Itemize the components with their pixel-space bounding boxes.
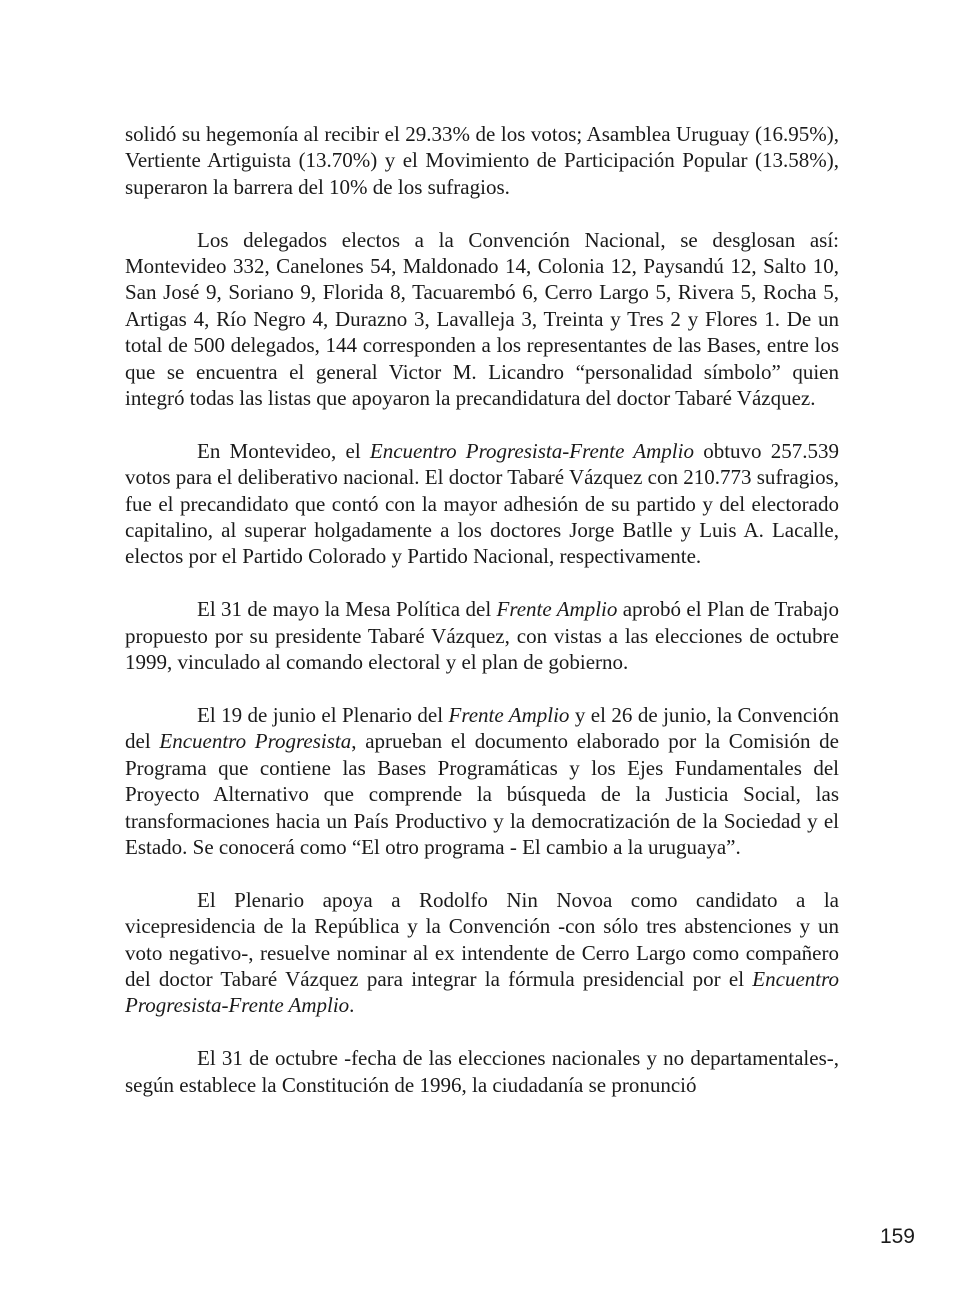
page-body — [125, 121, 839, 1098]
paragraph-1-text: solidó su hegemonía al recibir el 29.33% de los votos; Asamblea Uruguay (16.95%), Vertiente Artiguista (13.70%) y el Movimiento de Participación Popular (13.58%), superaron la barrera del 10% de los sufragios. — [125, 122, 839, 199]
paragraph-5-italic-a: Frente Amplio — [448, 702, 570, 727]
paragraph-5-text-a: El 19 de junio el Plenario del — [197, 702, 449, 727]
paragraph-6-text-a: El Plenario apoya a Rodolfo Nin Novoa como candidato a la vicepresidencia de la República y la Convención -con sólo tres abstenciones y un voto negativo-, resuelve nominar al ex intendente de Cerro Largo como compañero del doctor Tabaré Vázquez para integrar la fórmula presidencial por el — [125, 887, 839, 991]
paragraph-6-italic-a: Encuentro Progresista-Frente Amplio — [125, 966, 839, 1018]
paragraph-4-italic-a: Frente Amplio — [496, 597, 618, 622]
paragraph-3-text-a: En Montevideo, el — [197, 438, 370, 463]
paragraph-4-text-b: aprobó el Plan de Trabajo propuesto por su presidente Tabaré Vázquez, con vistas a las elecciones de octubre 1999, vinculado al comando electoral y el plan de gobierno. — [125, 597, 840, 675]
page-number: 159 — [879, 1225, 915, 1248]
paragraph-3 — [125, 438, 839, 570]
paragraph-5 — [125, 702, 839, 860]
paragraph-5-text-c: , aprueban el documento elaborado por la Comisión de Programa que contiene las Bases Programáticas y los Ejes Fundamentales del Proyecto Alternativo que comprende la búsqueda de la Justicia Social, las transformaciones hacia un País Productivo y la democratización de la Sociedad y el Estado. Se conocerá como “El otro programa - El cambio a la uruguaya”. — [125, 729, 839, 859]
paragraph-4-text-a: El 31 de mayo la Mesa Política del — [197, 597, 497, 622]
paragraph-4 — [125, 596, 839, 675]
paragraph-7 — [125, 1045, 839, 1098]
paragraph-2 — [125, 227, 839, 412]
paragraph-6 — [125, 887, 839, 1019]
paragraph-2-text: Los delegados electos a la Convención Nacional, se desglosan así: Montevideo 332, Canelones 54, Maldonado 14, Colonia 12, Paysandú 12, Salto 10, San José 9, Soriano 9, Florida 8, Tacuarembó 6, Cerro Largo 5, Rivera 5, Rocha 5, Artigas 4, Río Negro 4, Durazno 3, Lavalleja 3, Treinta y Tres 2 y Flores 1. De un total de 500 delegados, 144 corresponden a los representantes de las Bases, entre los que se encuentra el general Victor M. Licandro “personalidad símbolo” quien integró todas las listas que apoyaron la precandidatura del doctor Tabaré Vázquez. — [125, 227, 839, 411]
paragraph-1 — [125, 121, 839, 200]
paragraph-5-text-b: y el 26 de junio, la Convención del — [125, 702, 839, 754]
paragraph-6-text-b: . — [349, 993, 355, 1018]
paragraph-5-italic-b: Encuentro Progresista — [159, 729, 352, 754]
paragraph-3-italic-a: Encuentro Progresista-Frente Amplio — [369, 438, 694, 463]
paragraph-3-text-b: obtuvo 257.539 votos para el deliberativo nacional. El doctor Tabaré Vázquez con 210.773 sufragios, fue el precandidato que contó con la mayor adhesión de su partido y del electorado capitalino, al superar holgadamente a los doctores Jorge Batlle y Luis A. Lacalle, electos por el Partido Colorado y Partido Nacional, respectivamente. — [125, 438, 839, 569]
paragraph-7-text: El 31 de octubre -fecha de las elecciones nacionales y no departamentales-, según establece la Constitución de 1996, la ciudadanía se pronunció — [125, 1046, 839, 1097]
